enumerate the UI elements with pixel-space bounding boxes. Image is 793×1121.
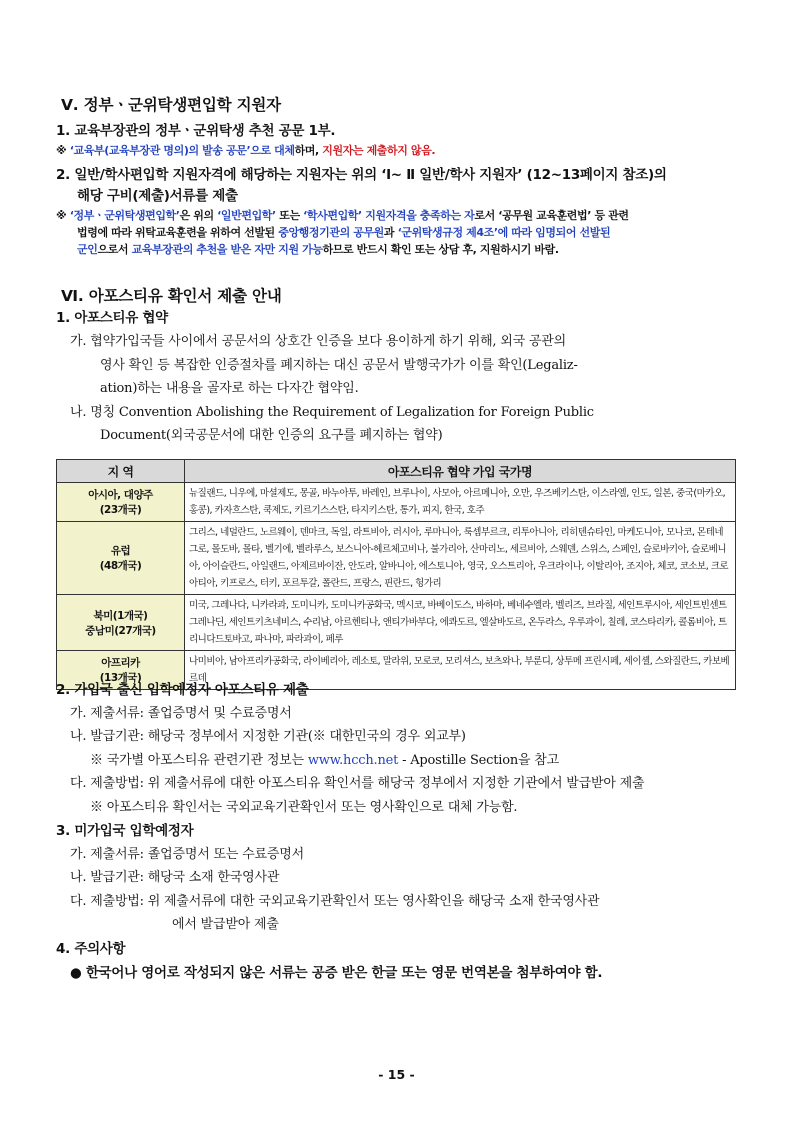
note-segment: 지원자격을 충족하는 자 — [361, 209, 475, 222]
caution-text: 한국어나 영어로 작성되지 않은 서류는 공증 받은 한글 또는 영문 번역본을 첨부하여야 함. — [85, 965, 603, 981]
section-5-item-2-cont: 해당 구비(제출)서류를 제출 — [77, 188, 238, 204]
countries-cell: 나미비아, 남아프리카공화국, 라이베리아, 레소토, 말라위, 모로코, 모리셔스, 보츠와나, 부룬디, 상투메 프린시페, 세이셸, 스와질란드, 카보베르데 — [185, 651, 736, 690]
apostille-country-table — [56, 459, 736, 690]
note-1-middle: 하며, — [294, 144, 319, 157]
note-segment: 군인 — [77, 243, 98, 256]
note-segment: 에 따라 임명되어 선발된 — [497, 226, 611, 239]
note-segment: 과 — [383, 226, 398, 239]
sub-2-da: 다. 제출방법: 위 제출서류에 대한 아포스티유 확인서를 해당국 정부에서 지정한 기관에서 발급받아 제출 — [70, 776, 645, 791]
sub-2-na: 나. 발급기관: 해당국 정부에서 지정한 기관(※ 대한민국의 경우 외교부) — [70, 729, 466, 744]
table-row — [57, 595, 736, 651]
note-segment: 하므로 반드시 확인 또는 상담 후, 지원하시기 바람. — [322, 243, 559, 256]
sub-3-da-line-2: 에서 발급받아 제출 — [172, 917, 279, 932]
table-header-region: 지 역 — [57, 460, 185, 483]
section-5-item-1: 1. 교육부장관의 정부ㆍ군위탁생 추천 공문 1부. — [56, 123, 336, 139]
note-segment: ‘정부ㆍ군위탁생편입학’ — [69, 209, 180, 222]
note-1-warning: 지원자는 제출하지 않음. — [322, 144, 436, 157]
countries-cell: 뉴질랜드, 니우에, 마셜제도, 몽골, 바누아투, 바레인, 브루나이, 사모아, 아르메니아, 오만, 우즈베키스탄, 이스라엘, 인도, 일본, 중국(마카오, 홍콩), 카자흐스탄, 쿡제도, 키르기스스탄, 타지키스탄, 통가, 피지, 한국, 호주 — [185, 483, 736, 522]
region-cell: 북미(1개국) 중남미(27개국) — [57, 595, 185, 651]
table-header-countries: 아포스티유 협약 가입 국가명 — [185, 460, 736, 483]
countries-cell: 미국, 그레나다, 니카라과, 도미니카, 도미니카공화국, 멕시코, 바베이도스, 바하마, 베네수엘라, 벨리즈, 브라질, 세인트루시아, 세인트빈센트 그레나딘, 세인트키츠네비스, 수리남, 아르헨티나, 앤티가바부다, 에콰도르, 엘살바도르, 온두라스, 우루과이, 칠레, 코스타리카, 콜롬비아, 트리니다드토바고, 파나마, 파라과이, 페루 — [185, 595, 736, 651]
region-cell: 아프리카 (13개국) — [57, 651, 185, 690]
note-segment: ‘학사편입학’ — [303, 209, 362, 222]
sub-1-ga-line-1: 가. 협약가입국들 사이에서 공문서의 상호간 인증을 보다 용이하게 하기 위해, 외국 공관의 — [70, 334, 567, 349]
sub-1-ga-line-3: ation)하는 내용을 골자로 하는 다자간 협약임. — [100, 381, 359, 396]
note-segment: ‘군위탁생규정 제4조’ — [397, 226, 498, 239]
section-5-note-2-line-1 — [56, 207, 629, 223]
table-row — [57, 522, 736, 595]
note-segment: ‘일반편입학’ — [217, 209, 276, 222]
section-5-note-2-line-2 — [77, 224, 610, 240]
section-5-note-1 — [56, 142, 435, 158]
sub-3-na: 나. 발급기관: 해당국 소재 한국영사관 — [70, 870, 280, 885]
page-number: - 15 - — [378, 1067, 415, 1082]
bullet-icon: ● — [70, 965, 82, 981]
note-segment: 중앙행정기관의 공무원 — [278, 226, 384, 239]
hcch-link[interactable]: www.hcch.net — [307, 753, 399, 768]
section-6-title: Ⅵ. 아포스티유 확인서 제출 안내 — [61, 287, 282, 305]
note-segment: 교육부장관의 추천을 받은 자만 지원 가능 — [131, 243, 323, 256]
sub-3-da-line-1: 다. 제출방법: 위 제출서류에 대한 국외교육기관확인서 또는 영사확인을 해당국 소재 한국영사관 — [70, 894, 600, 909]
section-6-sub-2: 2. 가입국 출신 입학예정자 아포스티유 제출 — [56, 682, 309, 698]
note-mark: ※ — [56, 144, 67, 157]
sub-2-note-1-prefix: ※ 국가별 아포스티유 관련기관 정보는 — [90, 753, 308, 768]
sub-1-ga-line-2: 영사 확인 등 복잡한 인증절차를 폐지하는 대신 공문서 발행국가가 이를 확인(Legaliz- — [100, 358, 578, 373]
region-cell: 아시아, 대양주 (23개국) — [57, 483, 185, 522]
section-6-sub-4: 4. 주의사항 — [56, 941, 126, 957]
table-row — [57, 483, 736, 522]
countries-cell: 그리스, 네덜란드, 노르웨이, 덴마크, 독일, 라트비아, 러시아, 루마니아, 룩셈부르크, 리투아니아, 리히텐슈타인, 마케도니아, 모나코, 몬테네그로, 몰도바, 몰타, 벨기에, 벨라루스, 보스니아-헤르체고비나, 불가리아, 산마리노, 세르비아, 스웨덴, 스위스, 스페인, 슬로바키아, 슬로베니아, 아이슬란드, 아일랜드, 아제르바이잔, 안도라, 알바니아, 에스토니아, 영국, 오스트리아, 우크라이나, 이탈리아, 조지아, 체코, 코소보, 크로아티아, 키프로스, 터키, 포르투갈, 폴란드, 프랑스, 핀란드, 헝가리 — [185, 522, 736, 595]
note-segment: ※ — [56, 209, 70, 222]
section-5-item-2: 2. 일반/학사편입학 지원자격에 해당하는 지원자는 위의 ‘Ⅰ~ Ⅱ 일반/학사 지원자’ (12~13페이지 참조)의 — [56, 167, 667, 183]
note-segment: 으로서 — [97, 243, 132, 256]
sub-2-note-1 — [90, 749, 559, 768]
sub-1-na-line-2: Document(외국공문서에 대한 인증의 요구를 폐지하는 협약) — [100, 428, 443, 443]
note-1-highlight: ‘교육부(교육부장관 명의)의 발송 공문’으로 대체 — [69, 144, 295, 157]
section-5-title: Ⅴ. 정부ㆍ군위탁생편입학 지원자 — [61, 96, 281, 114]
note-segment: 은 위의 — [179, 209, 218, 222]
sub-2-note-1-suffix: - Apostille Section을 참고 — [398, 753, 560, 768]
section-6-sub-1: 1. 아포스티유 협약 — [56, 310, 168, 326]
table-header-row — [57, 460, 736, 483]
note-segment: 또는 — [275, 209, 304, 222]
sub-2-note-2: ※ 아포스티유 확인서는 국외교육기관확인서 또는 영사확인으로 대체 가능함. — [90, 800, 518, 815]
section-6-sub-3: 3. 미가입국 입학예정자 — [56, 823, 194, 839]
sub-3-ga: 가. 제출서류: 졸업증명서 또는 수료증명서 — [70, 847, 304, 862]
note-segment: 로서 ‘공무원 교육훈련법’ 등 관련 — [474, 209, 629, 222]
sub-1-na-line-1: 나. 명칭 Convention Abolishing the Requirement of Legalization for Foreign Public — [70, 405, 594, 420]
sub-2-ga: 가. 제출서류: 졸업증명서 및 수료증명서 — [70, 706, 292, 721]
note-segment: 법령에 따라 위탁교육훈련을 위하여 선발된 — [77, 226, 279, 239]
section-5-note-2-line-3 — [77, 241, 559, 257]
region-cell: 유럽 (48개국) — [57, 522, 185, 595]
caution-item — [70, 961, 602, 981]
